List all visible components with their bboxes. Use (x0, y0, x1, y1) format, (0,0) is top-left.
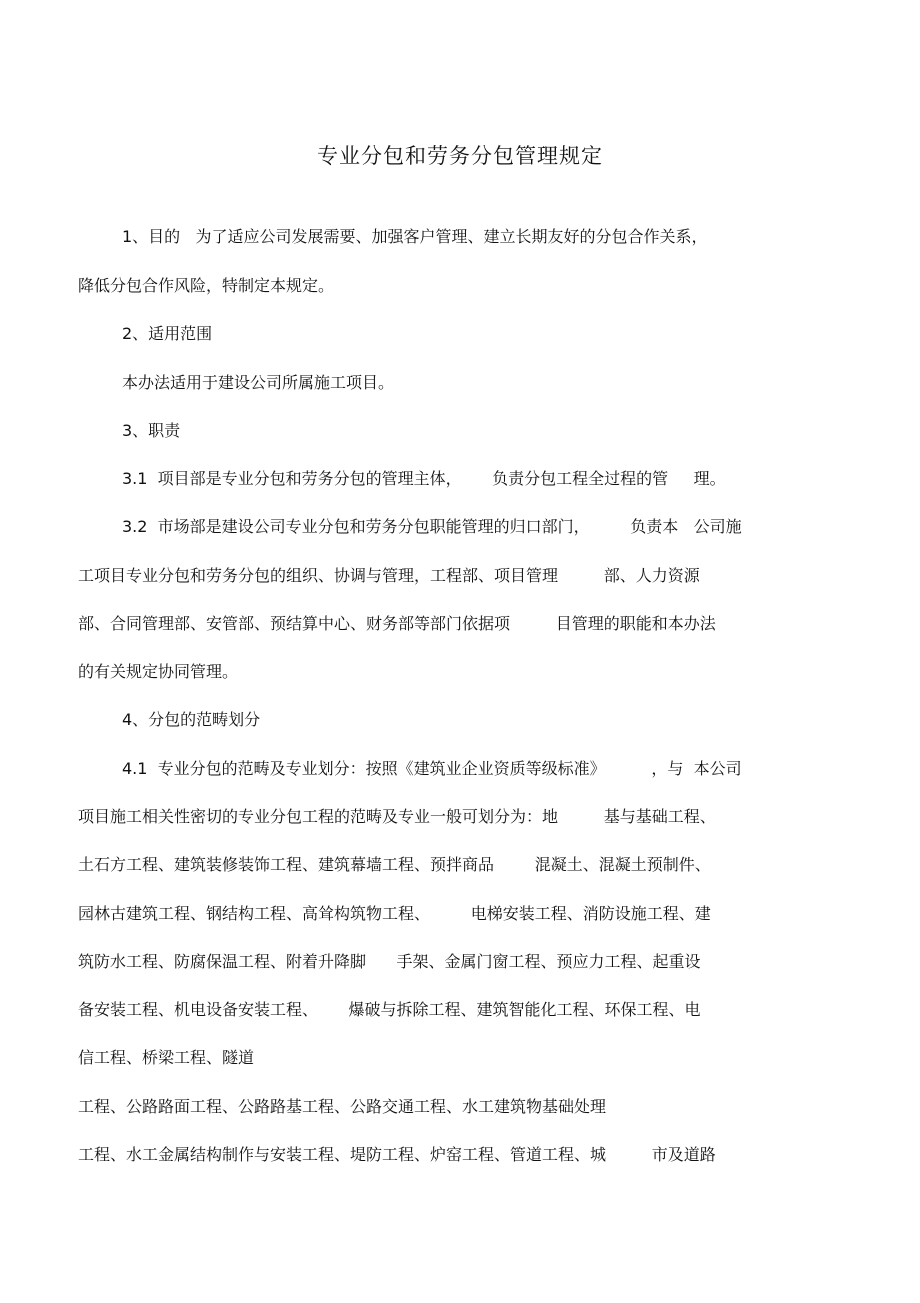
paragraph-line: 1、目的 为了适应公司发展需要、加强客户管理、建立长期友好的分包合作关系， (122, 227, 708, 246)
paragraph-line: 工程、公路路面工程、公路路基工程、公路交通工程、水工建筑物基础处理 (78, 1097, 607, 1116)
document-title: 专业分包和劳务分包管理规定 (317, 144, 603, 168)
paragraph-line: 信工程、桥梁工程、隧道 (78, 1048, 255, 1067)
paragraph-line: 园林古建筑工程、钢结构工程、高耸构筑物工程、 电梯安装工程、消防设施工程、建 (78, 904, 711, 923)
section-heading: 3、职责 (122, 421, 181, 440)
paragraph-line: 项目施工相关性密切的专业分包工程的范畴及专业一般可划分为：地 基与基础工程、 (78, 807, 716, 826)
paragraph-line: 筑防水工程、防腐保温工程、附着升降脚 手架、金属门窗工程、预应力工程、起重设 (78, 952, 701, 971)
paragraph-line: 备安装工程、机电设备安装工程、 爆破与拆除工程、建筑智能化工程、环保工程、电 (78, 1000, 701, 1019)
paragraph-line: 3.1 项目部是专业分包和劳务分包的管理主体， 负责分包工程全过程的管 理。 (122, 469, 726, 488)
section-heading: 2、适用范围 (122, 324, 213, 343)
paragraph-line: 工项目专业分包和劳务分包的组织、协调与管理，工程部、项目管理 部、人力资源 (78, 566, 700, 585)
paragraph-line: 工程、水工金属结构制作与安装工程、堤防工程、炉窑工程、管道工程、城 市及道路 (78, 1145, 716, 1164)
section-heading: 4、分包的范畴划分 (122, 710, 261, 729)
paragraph-line: 的有关规定协同管理。 (78, 662, 239, 681)
paragraph-line: 土石方工程、建筑装修装饰工程、建筑幕墙工程、预拌商品 混凝土、混凝土预制件、 (78, 855, 711, 874)
paragraph-line: 4.1 专业分包的范畴及专业划分：按照《建筑业企业资质等级标准》 ，与 本公司 (122, 759, 742, 778)
paragraph-line: 降低分包合作风险，特制定本规定。 (78, 276, 335, 295)
paragraph-line: 3.2 市场部是建设公司专业分包和劳务分包职能管理的归口部门， 负责本 公司施 (122, 517, 742, 536)
paragraph-line: 本办法适用于建设公司所属施工项目。 (122, 373, 395, 392)
paragraph-line: 部、合同管理部、安管部、预结算中心、财务部等部门依据项 目管理的职能和本办法 (78, 614, 716, 633)
